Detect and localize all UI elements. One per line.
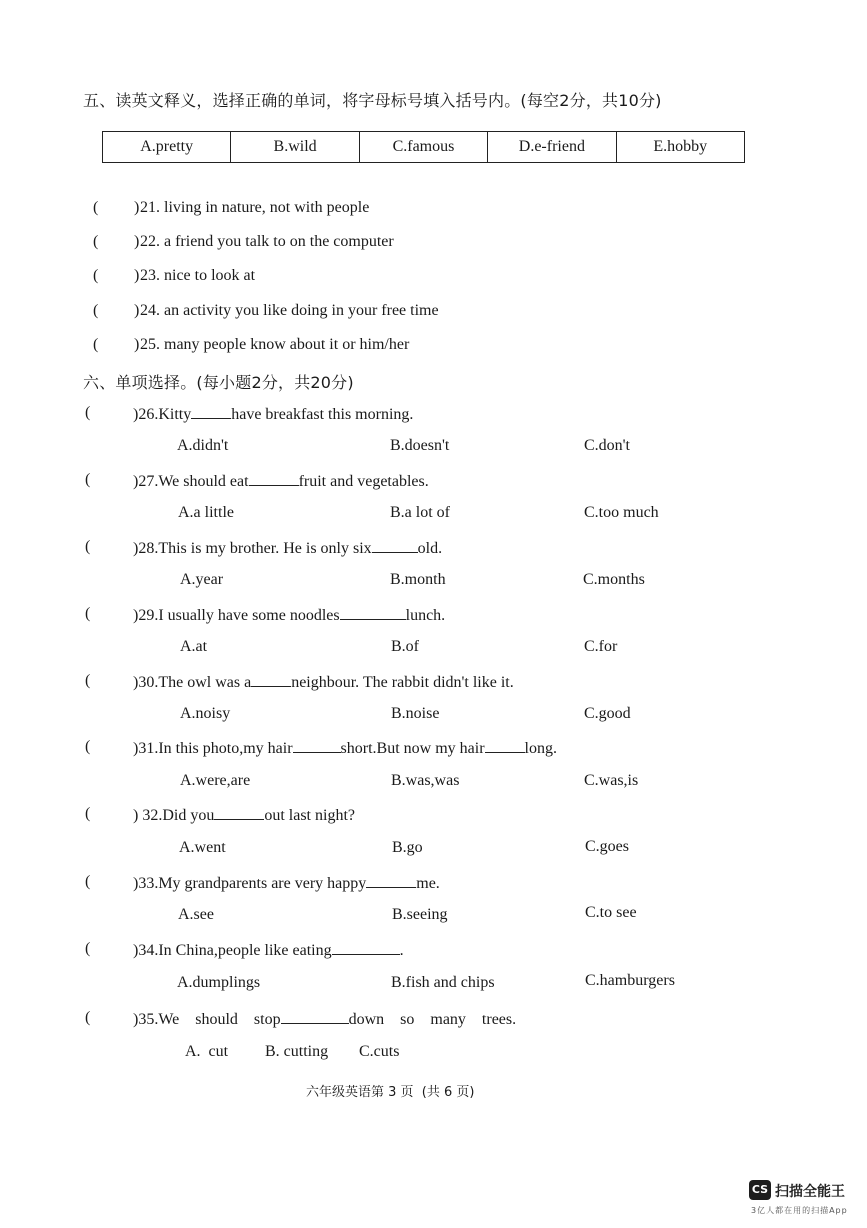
- paren-right: ): [133, 540, 139, 557]
- question-text: 32.Did you: [142, 807, 215, 824]
- blank-line: [251, 672, 291, 687]
- option-a: A.noisy: [180, 705, 231, 722]
- question-text: 27.We should eat: [138, 473, 249, 490]
- option-c: C.don't: [584, 437, 630, 454]
- question-text: 34.In China,people like eating: [138, 942, 332, 959]
- blank-line: [214, 805, 264, 820]
- option-b: B.was,was: [391, 772, 460, 789]
- blank-line: [340, 605, 406, 620]
- option-b: B.month: [390, 571, 446, 588]
- question-stem: [133, 738, 557, 758]
- question-stem: [133, 672, 514, 692]
- option-c: C.good: [584, 705, 631, 722]
- blank-line: [281, 1009, 349, 1024]
- option-a: A.didn't: [177, 437, 229, 454]
- option-a: A.year: [180, 571, 224, 588]
- paren-right: ): [133, 1011, 139, 1028]
- answer-paren-left: (: [85, 672, 91, 689]
- answer-paren-left: (: [85, 1009, 91, 1026]
- question-stem: [133, 471, 429, 491]
- paren-right: ): [133, 942, 139, 959]
- word-bank-cell: A.pretty: [103, 132, 231, 163]
- word-bank-table: [102, 131, 745, 163]
- answer-paren-right: ): [134, 199, 140, 216]
- blank-line: [372, 538, 418, 553]
- answer-paren-right: ): [134, 233, 140, 250]
- blank-line: [332, 940, 400, 955]
- page-footer: 六年级英语第 3 页 (共 6 页): [306, 1085, 475, 1100]
- option-a: A.see: [178, 906, 214, 923]
- question-text: me.: [416, 875, 440, 892]
- blank-line: [293, 738, 341, 753]
- question-text: 28.This is my brother. He is only six: [138, 540, 372, 557]
- question-stem: [133, 1009, 516, 1029]
- option-c: C.hamburgers: [585, 972, 675, 989]
- question-text: 31.In this photo,my hair: [138, 740, 293, 757]
- paren-right: ): [133, 740, 139, 757]
- option-c: C.goes: [585, 838, 629, 855]
- option-c: C.was,is: [584, 772, 639, 789]
- question-text: short.But now my hair: [340, 740, 485, 757]
- question-stem: [133, 605, 445, 625]
- answer-paren-left: (: [85, 538, 91, 555]
- option-a: A.dumplings: [177, 974, 261, 991]
- paren-right: ): [133, 807, 139, 824]
- paren-right: ): [133, 674, 139, 691]
- option-c: C.too much: [584, 504, 659, 521]
- question-text: fruit and vegetables.: [298, 473, 429, 490]
- answer-paren-left: (: [93, 233, 99, 250]
- answer-paren-left: (: [93, 199, 99, 216]
- paren-right: ): [133, 607, 139, 624]
- option-b: B.doesn't: [390, 437, 450, 454]
- option-b: B.go: [392, 839, 423, 856]
- option-b: B.of: [391, 638, 419, 655]
- paren-right: ): [133, 875, 139, 892]
- option-b: B.seeing: [392, 906, 448, 923]
- question-text: down so many trees.: [348, 1011, 517, 1028]
- section6-title: 六、单项选择。(每小题2分，共20分): [83, 373, 354, 392]
- answer-paren-right: ): [134, 267, 140, 284]
- paren-right: ): [133, 473, 139, 490]
- scanner-tagline: 3亿人都在用的扫描App: [751, 1206, 848, 1215]
- section5-title: 五、读英文释义，选择正确的单词，将字母标号填入括号内。(每空2分，共10分): [83, 91, 662, 110]
- option-a: A.a little: [178, 504, 234, 521]
- option-a: A.at: [180, 638, 208, 655]
- question-text: old.: [417, 540, 443, 557]
- answer-paren-left: (: [85, 805, 91, 822]
- question-stem: [133, 873, 440, 893]
- answer-paren-left: (: [85, 605, 91, 622]
- word-bank-cell: B.wild: [231, 132, 359, 163]
- answer-paren-left: (: [93, 336, 99, 353]
- option-a: A.went: [179, 839, 226, 856]
- word-bank-cell: D.e-friend: [488, 132, 616, 163]
- answer-paren-left: (: [85, 940, 91, 957]
- blank-line: [191, 404, 231, 419]
- definition-item: 22. a friend you talk to on the computer: [140, 233, 394, 250]
- word-bank-cell: E.hobby: [616, 132, 744, 163]
- question-text: 33.My grandparents are very happy: [138, 875, 367, 892]
- question-text: out last night?: [264, 807, 355, 824]
- answer-paren-left: (: [93, 267, 99, 284]
- definition-item: 23. nice to look at: [140, 267, 256, 284]
- option-c: C.cuts: [359, 1043, 400, 1060]
- option-a: A. cut: [185, 1043, 229, 1060]
- word-bank-cell: C.famous: [359, 132, 487, 163]
- question-text: lunch.: [405, 607, 446, 624]
- scanner-logo-icon: CS: [749, 1180, 771, 1200]
- answer-paren-right: ): [134, 336, 140, 353]
- question-text: long.: [524, 740, 557, 757]
- question-text: have breakfast this morning.: [231, 406, 414, 423]
- answer-paren-left: (: [85, 471, 91, 488]
- option-b: B.fish and chips: [391, 974, 495, 991]
- paren-right: ): [133, 406, 139, 423]
- answer-paren-left: (: [85, 873, 91, 890]
- definition-item: 25. many people know about it or him/her: [140, 336, 410, 353]
- scanner-app-name: 扫描全能王: [775, 1184, 845, 1200]
- answer-paren-left: (: [93, 302, 99, 319]
- option-c: C.for: [584, 638, 618, 655]
- question-stem: [133, 805, 355, 825]
- option-c: C.to see: [585, 904, 637, 921]
- question-text: 29.I usually have some noodles: [138, 607, 340, 624]
- answer-paren-left: (: [85, 738, 91, 755]
- question-text: neighbour. The rabbit didn't like it.: [291, 674, 514, 691]
- option-c: C.months: [583, 571, 645, 588]
- question-stem: [133, 940, 404, 960]
- question-text: 35.We should stop: [138, 1011, 281, 1028]
- blank-line: [366, 873, 416, 888]
- question-text: .: [399, 942, 404, 959]
- definition-item: 21. living in nature, not with people: [140, 199, 370, 216]
- option-b: B.a lot of: [390, 504, 450, 521]
- question-text: 26.Kitty: [138, 406, 192, 423]
- blank-line: [249, 471, 299, 486]
- option-a: A.were,are: [180, 772, 251, 789]
- answer-paren-right: ): [134, 302, 140, 319]
- option-b: B.noise: [391, 705, 440, 722]
- question-text: 30.The owl was a: [138, 674, 252, 691]
- question-stem: [133, 404, 413, 424]
- question-stem: [133, 538, 442, 558]
- definition-item: 24. an activity you like doing in your free time: [140, 302, 439, 319]
- answer-paren-left: (: [85, 404, 91, 421]
- option-b: B. cutting: [265, 1043, 329, 1060]
- blank-line: [485, 738, 525, 753]
